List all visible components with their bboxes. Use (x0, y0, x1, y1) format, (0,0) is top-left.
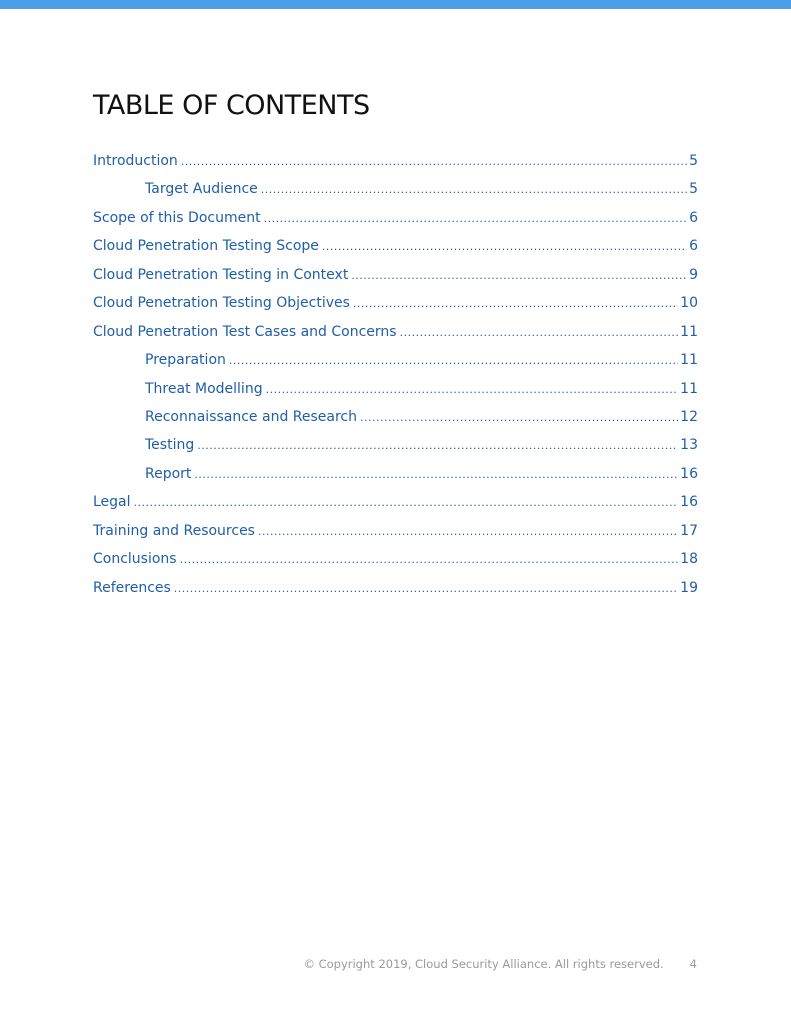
toc-entry-label: References (93, 579, 171, 596)
toc-entry-training-and-resources[interactable] (93, 523, 698, 551)
toc-entry-label: Report (145, 465, 192, 482)
toc-entry-label: Reconnaissance and Research (145, 408, 357, 425)
toc-entry-scope-of-document[interactable] (93, 210, 698, 238)
toc-dot-leader (229, 354, 678, 367)
toc-dot-leader (400, 326, 679, 339)
toc-dot-leader (180, 553, 679, 566)
toc-entry-target-audience[interactable] (93, 181, 698, 209)
toc-entry-legal[interactable] (93, 494, 698, 522)
toc-entry-threat-modelling[interactable] (93, 381, 698, 409)
toc-entry-preparation[interactable] (93, 352, 698, 380)
toc-entry-page: 13 (680, 437, 698, 454)
page-title: TABLE OF CONTENTS (93, 90, 370, 121)
table-of-contents (93, 153, 698, 608)
toc-entry-report[interactable] (93, 466, 698, 494)
toc-entry-label: Scope of this Document (93, 209, 261, 226)
toc-entry-testing-objectives[interactable] (93, 295, 698, 323)
toc-dot-leader (266, 383, 679, 396)
toc-dot-leader (174, 582, 678, 595)
toc-entry-page: 16 (680, 465, 698, 482)
toc-dot-leader (181, 155, 687, 168)
toc-entry-conclusions[interactable] (93, 551, 698, 579)
toc-entry-label: Cloud Penetration Testing Scope (93, 238, 319, 255)
copyright-notice: © Copyright 2019, Cloud Security Alliance. All rights reserved. (303, 957, 664, 971)
toc-entry-label: Threat Modelling (145, 380, 263, 397)
toc-entry-page: 19 (680, 579, 698, 596)
toc-entry-testing[interactable] (93, 437, 698, 465)
top-accent-bar (0, 0, 791, 9)
toc-entry-label: Introduction (93, 153, 178, 169)
toc-entry-page: 6 (689, 209, 698, 226)
toc-entry-label: Cloud Penetration Testing Objectives (93, 295, 350, 312)
toc-entry-test-cases-and-concerns[interactable] (93, 324, 698, 352)
toc-dot-leader (360, 411, 678, 424)
toc-dot-leader (261, 183, 687, 196)
toc-entry-page: 10 (680, 295, 698, 312)
toc-entry-page: 5 (689, 153, 698, 169)
toc-dot-leader (353, 297, 678, 310)
toc-entry-label: Target Audience (145, 181, 258, 198)
toc-entry-label: Testing (145, 437, 195, 454)
toc-entry-label: Preparation (145, 352, 226, 369)
toc-entry-page: 18 (680, 551, 698, 568)
toc-entry-label: Conclusions (93, 551, 177, 568)
toc-dot-leader (134, 496, 679, 509)
toc-entry-page: 11 (680, 380, 698, 397)
toc-entry-page: 6 (689, 238, 698, 255)
toc-dot-leader (264, 212, 688, 225)
toc-entry-page: 17 (680, 522, 698, 539)
toc-entry-reconnaissance[interactable] (93, 409, 698, 437)
toc-entry-label: Cloud Penetration Testing in Context (93, 266, 349, 283)
toc-entry-page: 11 (680, 323, 698, 340)
toc-entry-page: 16 (680, 494, 698, 511)
page-number: 4 (689, 957, 697, 971)
toc-dot-leader (194, 468, 678, 481)
toc-entry-testing-in-context[interactable] (93, 267, 698, 295)
toc-entry-label: Training and Resources (93, 522, 255, 539)
toc-dot-leader (351, 269, 687, 282)
toc-entry-page: 11 (680, 352, 698, 369)
toc-entry-introduction[interactable] (93, 153, 698, 181)
page-footer (0, 957, 697, 971)
toc-entry-page: 9 (689, 266, 698, 283)
toc-entry-page: 5 (689, 181, 698, 198)
toc-entry-label: Legal (93, 494, 131, 511)
toc-entry-label: Cloud Penetration Test Cases and Concerns (93, 323, 397, 340)
toc-dot-leader (258, 525, 678, 538)
toc-entry-page: 12 (680, 408, 698, 425)
toc-entry-testing-scope[interactable] (93, 238, 698, 266)
toc-dot-leader (197, 439, 678, 452)
toc-entry-references[interactable] (93, 580, 698, 608)
toc-dot-leader (322, 240, 687, 253)
